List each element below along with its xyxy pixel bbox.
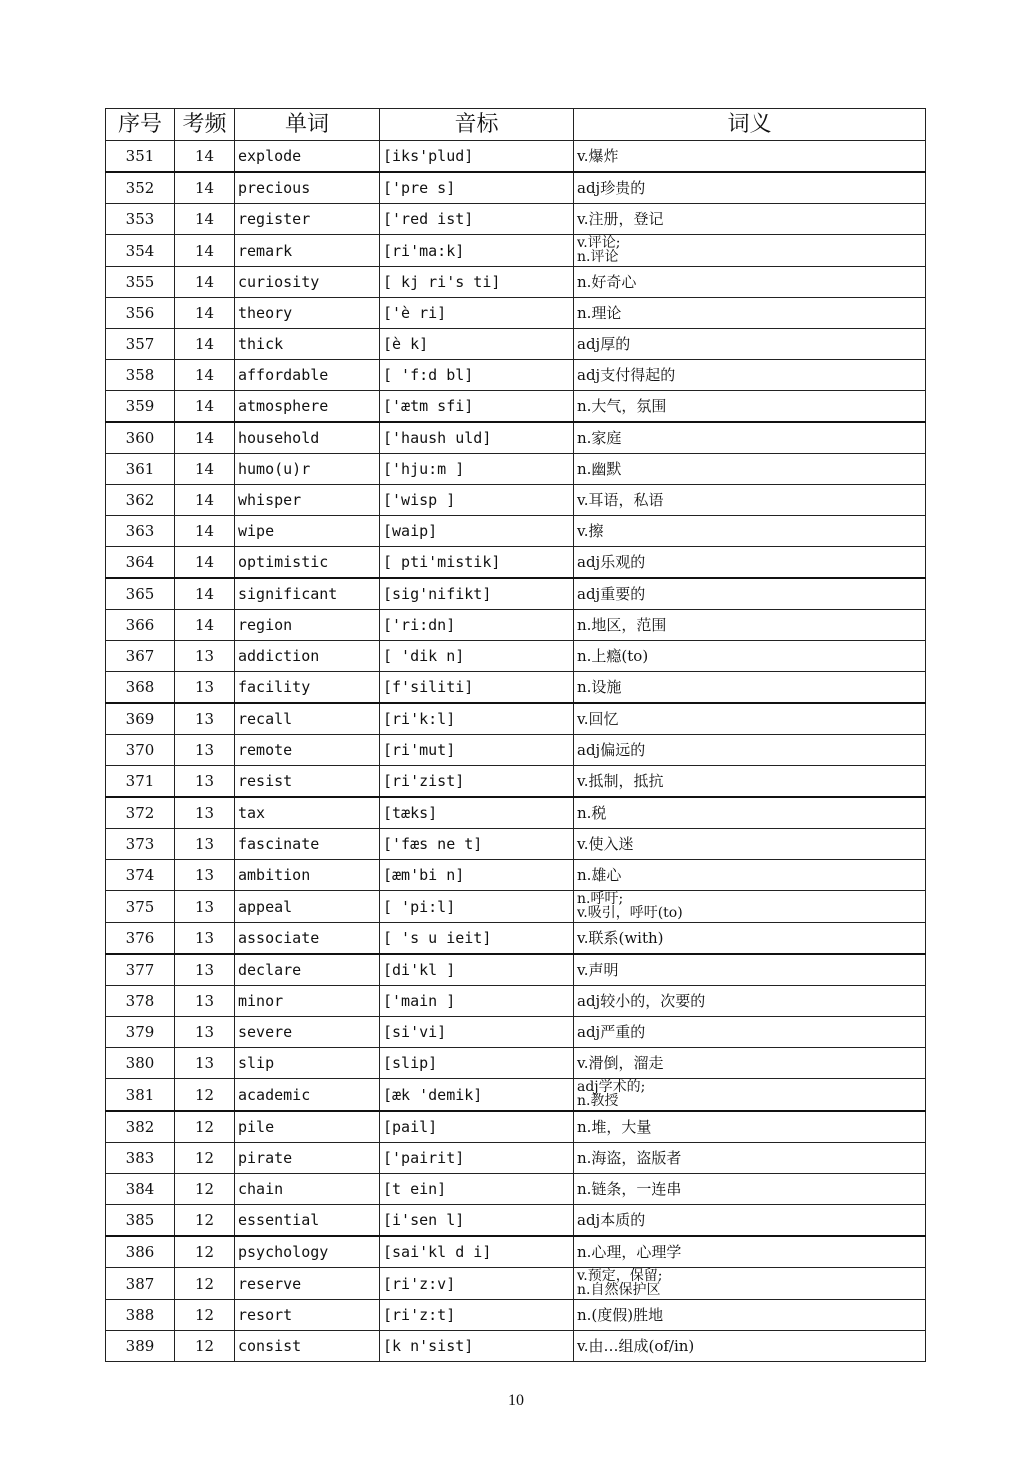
number-cell: 357 <box>106 329 175 360</box>
phonetic-cell: ['pre s] <box>380 172 574 204</box>
table-row <box>106 422 926 454</box>
number-cell: 359 <box>106 391 175 423</box>
meaning-cell: n.呼吁; v.吸引，呼吁(to) <box>574 891 926 923</box>
frequency-cell: 12 <box>175 1331 235 1362</box>
number-cell: 379 <box>106 1017 175 1048</box>
frequency-cell: 12 <box>175 1300 235 1331</box>
meaning-cell: v.声明 <box>574 954 926 986</box>
number-cell: 380 <box>106 1048 175 1079</box>
word-cell: precious <box>235 172 380 204</box>
page-number: 10 <box>508 1392 524 1409</box>
table-row <box>106 516 926 547</box>
frequency-cell: 14 <box>175 547 235 579</box>
frequency-cell: 12 <box>175 1174 235 1205</box>
word-cell: facility <box>235 672 380 704</box>
number-cell: 373 <box>106 829 175 860</box>
phonetic-cell: [iks'plud] <box>380 141 574 173</box>
meaning-cell: n.雄心 <box>574 860 926 891</box>
meaning-cell: v.擦 <box>574 516 926 547</box>
frequency-cell: 14 <box>175 235 235 267</box>
word-cell: psychology <box>235 1236 380 1268</box>
meaning-cell: v.爆炸 <box>574 141 926 173</box>
number-cell: 384 <box>106 1174 175 1205</box>
word-cell: consist <box>235 1331 380 1362</box>
meaning-cell: adj厚的 <box>574 329 926 360</box>
meaning-cell: v.预定，保留; n.自然保护区 <box>574 1268 926 1300</box>
table-row <box>106 1236 926 1268</box>
vocabulary-table <box>105 108 926 1362</box>
phonetic-cell: ['è ri] <box>380 298 574 329</box>
meaning-cell: n.家庭 <box>574 422 926 454</box>
frequency-cell: 14 <box>175 298 235 329</box>
frequency-cell: 12 <box>175 1079 235 1112</box>
phonetic-cell: [ri'k:l] <box>380 703 574 735</box>
table-row <box>106 703 926 735</box>
frequency-cell: 14 <box>175 391 235 423</box>
table-row <box>106 610 926 641</box>
number-cell: 362 <box>106 485 175 516</box>
phonetic-cell: [slip] <box>380 1048 574 1079</box>
phonetic-cell: [ri'zist] <box>380 766 574 798</box>
meaning-cell: n.地区，范围 <box>574 610 926 641</box>
table-row <box>106 1017 926 1048</box>
phonetic-cell: [sig'nifikt] <box>380 578 574 610</box>
table-row <box>106 1143 926 1174</box>
table-row <box>106 766 926 798</box>
meaning-cell: v.耳语，私语 <box>574 485 926 516</box>
number-cell: 386 <box>106 1236 175 1268</box>
frequency-cell: 14 <box>175 454 235 485</box>
table-row <box>106 1048 926 1079</box>
meaning-cell: adj乐观的 <box>574 547 926 579</box>
frequency-cell: 13 <box>175 735 235 766</box>
table-row <box>106 578 926 610</box>
frequency-cell: 12 <box>175 1205 235 1237</box>
phonetic-cell: [ri'z:v] <box>380 1268 574 1300</box>
meaning-cell: adj较小的，次要的 <box>574 986 926 1017</box>
table-row <box>106 485 926 516</box>
frequency-cell: 14 <box>175 422 235 454</box>
phonetic-cell: ['red ist] <box>380 204 574 235</box>
table-row <box>106 1174 926 1205</box>
number-cell: 351 <box>106 141 175 173</box>
word-cell: fascinate <box>235 829 380 860</box>
meaning-cell: n.上瘾(to) <box>574 641 926 672</box>
meaning-cell: adj偏远的 <box>574 735 926 766</box>
table-row <box>106 1111 926 1143</box>
phonetic-cell: ['ætm sfi] <box>380 391 574 423</box>
word-cell: academic <box>235 1079 380 1112</box>
word-cell: essential <box>235 1205 380 1237</box>
phonetic-cell: [ 'f:d bl] <box>380 360 574 391</box>
number-cell: 358 <box>106 360 175 391</box>
number-cell: 375 <box>106 891 175 923</box>
number-cell: 376 <box>106 923 175 955</box>
word-cell: region <box>235 610 380 641</box>
number-cell: 388 <box>106 1300 175 1331</box>
number-cell: 372 <box>106 797 175 829</box>
number-cell: 367 <box>106 641 175 672</box>
number-cell: 377 <box>106 954 175 986</box>
phonetic-cell: ['hju:m ] <box>380 454 574 485</box>
word-cell: affordable <box>235 360 380 391</box>
word-cell: thick <box>235 329 380 360</box>
number-cell: 366 <box>106 610 175 641</box>
number-cell: 352 <box>106 172 175 204</box>
word-cell: register <box>235 204 380 235</box>
number-cell: 381 <box>106 1079 175 1112</box>
number-cell: 369 <box>106 703 175 735</box>
table-header-row <box>106 109 926 141</box>
phonetic-cell: [è k] <box>380 329 574 360</box>
number-cell: 368 <box>106 672 175 704</box>
header-phonetic: 音标 <box>380 109 574 141</box>
header-frequency: 考频 <box>175 109 235 141</box>
frequency-cell: 14 <box>175 204 235 235</box>
phonetic-cell: ['fæs ne t] <box>380 829 574 860</box>
frequency-cell: 14 <box>175 360 235 391</box>
word-cell: tax <box>235 797 380 829</box>
table-row <box>106 923 926 955</box>
table-row <box>106 672 926 704</box>
frequency-cell: 13 <box>175 986 235 1017</box>
frequency-cell: 14 <box>175 329 235 360</box>
word-cell: pirate <box>235 1143 380 1174</box>
frequency-cell: 13 <box>175 641 235 672</box>
word-cell: severe <box>235 1017 380 1048</box>
number-cell: 364 <box>106 547 175 579</box>
number-cell: 389 <box>106 1331 175 1362</box>
phonetic-cell: [k n'sist] <box>380 1331 574 1362</box>
frequency-cell: 13 <box>175 672 235 704</box>
table-row <box>106 1268 926 1300</box>
frequency-cell: 14 <box>175 267 235 298</box>
frequency-cell: 14 <box>175 610 235 641</box>
frequency-cell: 13 <box>175 954 235 986</box>
number-cell: 355 <box>106 267 175 298</box>
meaning-cell: n.海盗，盗版者 <box>574 1143 926 1174</box>
word-cell: remark <box>235 235 380 267</box>
table-row <box>106 797 926 829</box>
table-row <box>106 1079 926 1112</box>
word-cell: humo(u)r <box>235 454 380 485</box>
meaning-cell: adj本质的 <box>574 1205 926 1237</box>
meaning-cell: n.大气，氛围 <box>574 391 926 423</box>
number-cell: 378 <box>106 986 175 1017</box>
header-word: 单词 <box>235 109 380 141</box>
meaning-cell: n.链条，一连串 <box>574 1174 926 1205</box>
table-row <box>106 1331 926 1362</box>
phonetic-cell: [sai'kl d i] <box>380 1236 574 1268</box>
number-cell: 360 <box>106 422 175 454</box>
phonetic-cell: [ 'dik n] <box>380 641 574 672</box>
table-row <box>106 735 926 766</box>
phonetic-cell: [t ein] <box>380 1174 574 1205</box>
table-row <box>106 298 926 329</box>
phonetic-cell: [tæks] <box>380 797 574 829</box>
number-cell: 353 <box>106 204 175 235</box>
word-cell: chain <box>235 1174 380 1205</box>
meaning-cell: v.联系(with) <box>574 923 926 955</box>
table-row <box>106 329 926 360</box>
meaning-cell: v.滑倒，溜走 <box>574 1048 926 1079</box>
word-cell: minor <box>235 986 380 1017</box>
table-row <box>106 829 926 860</box>
frequency-cell: 12 <box>175 1111 235 1143</box>
word-cell: whisper <box>235 485 380 516</box>
word-cell: resort <box>235 1300 380 1331</box>
phonetic-cell: [ kj ri's ti] <box>380 267 574 298</box>
number-cell: 365 <box>106 578 175 610</box>
meaning-cell: n.幽默 <box>574 454 926 485</box>
table-row <box>106 547 926 579</box>
word-cell: resist <box>235 766 380 798</box>
number-cell: 361 <box>106 454 175 485</box>
frequency-cell: 14 <box>175 172 235 204</box>
word-cell: declare <box>235 954 380 986</box>
header-meaning: 词义 <box>574 109 926 141</box>
phonetic-cell: [ri'mut] <box>380 735 574 766</box>
number-cell: 356 <box>106 298 175 329</box>
word-cell: associate <box>235 923 380 955</box>
phonetic-cell: ['haush uld] <box>380 422 574 454</box>
number-cell: 371 <box>106 766 175 798</box>
frequency-cell: 13 <box>175 923 235 955</box>
phonetic-cell: [f'siliti] <box>380 672 574 704</box>
word-cell: atmosphere <box>235 391 380 423</box>
frequency-cell: 12 <box>175 1143 235 1174</box>
frequency-cell: 14 <box>175 578 235 610</box>
frequency-cell: 13 <box>175 891 235 923</box>
number-cell: 382 <box>106 1111 175 1143</box>
word-cell: significant <box>235 578 380 610</box>
frequency-cell: 13 <box>175 766 235 798</box>
meaning-cell: v.抵制，抵抗 <box>574 766 926 798</box>
word-cell: curiosity <box>235 267 380 298</box>
phonetic-cell: [ 's u ieit] <box>380 923 574 955</box>
number-cell: 383 <box>106 1143 175 1174</box>
frequency-cell: 13 <box>175 1017 235 1048</box>
meaning-cell: adj珍贵的 <box>574 172 926 204</box>
phonetic-cell: ['pairit] <box>380 1143 574 1174</box>
number-cell: 374 <box>106 860 175 891</box>
meaning-cell: v.评论; n.评论 <box>574 235 926 267</box>
phonetic-cell: [ pti'mistik] <box>380 547 574 579</box>
phonetic-cell: [ri'ma:k] <box>380 235 574 267</box>
phonetic-cell: [di'kl ] <box>380 954 574 986</box>
meaning-cell: n.心理，心理学 <box>574 1236 926 1268</box>
phonetic-cell: [pail] <box>380 1111 574 1143</box>
number-cell: 387 <box>106 1268 175 1300</box>
frequency-cell: 13 <box>175 1048 235 1079</box>
phonetic-cell: [waip] <box>380 516 574 547</box>
table-row <box>106 1205 926 1237</box>
word-cell: explode <box>235 141 380 173</box>
table-row <box>106 454 926 485</box>
number-cell: 354 <box>106 235 175 267</box>
frequency-cell: 12 <box>175 1236 235 1268</box>
frequency-cell: 13 <box>175 703 235 735</box>
meaning-cell: adj支付得起的 <box>574 360 926 391</box>
phonetic-cell: [æm'bi n] <box>380 860 574 891</box>
frequency-cell: 13 <box>175 829 235 860</box>
word-cell: addiction <box>235 641 380 672</box>
word-cell: remote <box>235 735 380 766</box>
table-row <box>106 235 926 267</box>
meaning-cell: adj重要的 <box>574 578 926 610</box>
meaning-cell: v.注册，登记 <box>574 204 926 235</box>
table-row <box>106 141 926 173</box>
table-row <box>106 986 926 1017</box>
word-cell: recall <box>235 703 380 735</box>
frequency-cell: 14 <box>175 516 235 547</box>
word-cell: household <box>235 422 380 454</box>
phonetic-cell: [i'sen l] <box>380 1205 574 1237</box>
table-row <box>106 391 926 423</box>
word-cell: optimistic <box>235 547 380 579</box>
meaning-cell: n.设施 <box>574 672 926 704</box>
frequency-cell: 12 <box>175 1268 235 1300</box>
number-cell: 370 <box>106 735 175 766</box>
table-row <box>106 954 926 986</box>
number-cell: 385 <box>106 1205 175 1237</box>
word-cell: ambition <box>235 860 380 891</box>
meaning-cell: v.回忆 <box>574 703 926 735</box>
table-row <box>106 1300 926 1331</box>
word-cell: reserve <box>235 1268 380 1300</box>
phonetic-cell: [ 'pi:l] <box>380 891 574 923</box>
word-cell: theory <box>235 298 380 329</box>
meaning-cell: n.理论 <box>574 298 926 329</box>
table-row <box>106 267 926 298</box>
number-cell: 363 <box>106 516 175 547</box>
phonetic-cell: ['ri:dn] <box>380 610 574 641</box>
table-row <box>106 891 926 923</box>
meaning-cell: v.使入迷 <box>574 829 926 860</box>
table-row <box>106 204 926 235</box>
word-cell: slip <box>235 1048 380 1079</box>
table-row <box>106 360 926 391</box>
table-body <box>106 141 926 1362</box>
word-cell: wipe <box>235 516 380 547</box>
phonetic-cell: ['wisp ] <box>380 485 574 516</box>
header-number: 序号 <box>106 109 175 141</box>
meaning-cell: n.(度假)胜地 <box>574 1300 926 1331</box>
word-cell: appeal <box>235 891 380 923</box>
phonetic-cell: [ri'z:t] <box>380 1300 574 1331</box>
meaning-cell: n.税 <box>574 797 926 829</box>
frequency-cell: 14 <box>175 485 235 516</box>
word-cell: pile <box>235 1111 380 1143</box>
table-row <box>106 860 926 891</box>
frequency-cell: 13 <box>175 860 235 891</box>
phonetic-cell: ['main ] <box>380 986 574 1017</box>
meaning-cell: adj严重的 <box>574 1017 926 1048</box>
table-row <box>106 641 926 672</box>
meaning-cell: adj学术的; n.教授 <box>574 1079 926 1112</box>
meaning-cell: v.由…组成(of/in) <box>574 1331 926 1362</box>
frequency-cell: 14 <box>175 141 235 173</box>
phonetic-cell: [æk 'demik] <box>380 1079 574 1112</box>
table-row <box>106 172 926 204</box>
meaning-cell: n.堆，大量 <box>574 1111 926 1143</box>
meaning-cell: n.好奇心 <box>574 267 926 298</box>
phonetic-cell: [si'vi] <box>380 1017 574 1048</box>
frequency-cell: 13 <box>175 797 235 829</box>
